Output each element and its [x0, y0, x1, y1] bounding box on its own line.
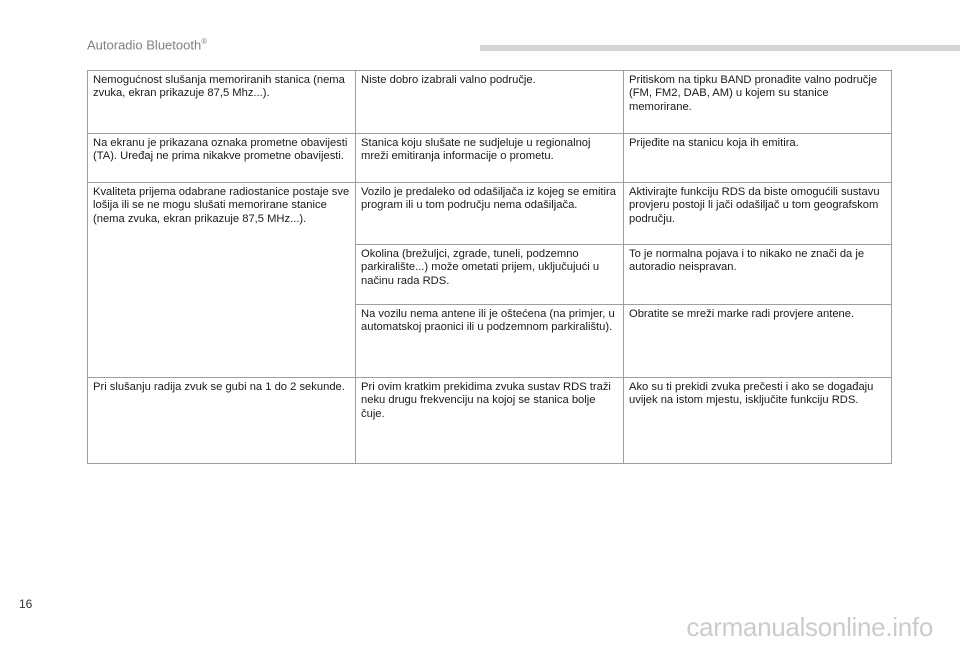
- cause-cell: Niste dobro izabrali valno područje.: [356, 71, 624, 134]
- cause-cell: Okolina (brežuljci, zgrade, tuneli, podzemno parkiralište...) može ometati prijem, uključujući u načinu rada RDS.: [356, 245, 624, 305]
- registered-mark: ®: [201, 37, 208, 46]
- header-divider-bar: [480, 45, 960, 51]
- page-number: 16: [19, 597, 33, 611]
- table-row: [88, 378, 892, 464]
- solution-cell: Aktivirajte funkciju RDS da biste omogućili sustavu provjeru postoji li jači odašiljač u tom geografskom području.: [624, 183, 892, 245]
- problem-cell: Pri slušanju radija zvuk se gubi na 1 do 2 sekunde.: [88, 378, 356, 464]
- solution-cell: Prijeđite na stanicu koja ih emitira.: [624, 134, 892, 183]
- table-row: [88, 71, 892, 134]
- cause-cell: Vozilo je predaleko od odašiljača iz kojeg se emitira program ili u tom području nema odašiljača.: [356, 183, 624, 245]
- problem-cell: Kvaliteta prijema odabrane radiostanice postaje sve lošija ili se ne mogu slušati memorirane stanice (nema zvuka, ekran prikazuje 87,5 MHz...).: [88, 183, 356, 378]
- cause-cell: Stanica koju slušate ne sudjeluje u regionalnoj mreži emitiranja informacije o prometu.: [356, 134, 624, 183]
- solution-cell: To je normalna pojava i to nikako ne znači da je autoradio neispravan.: [624, 245, 892, 305]
- troubleshooting-table: [87, 70, 892, 464]
- table-row: [88, 183, 892, 245]
- problem-cell: Nemogućnost slušanja memoriranih stanica (nema zvuka, ekran prikazuje 87,5 Mhz...).: [88, 71, 356, 134]
- watermark-text: carmanualsonline.info: [686, 612, 933, 642]
- cause-cell: Pri ovim kratkim prekidima zvuka sustav RDS traži neku drugu frekvenciju na kojoj se stanica bolje čuje.: [356, 378, 624, 464]
- problem-cell: Na ekranu je prikazana oznaka prometne obavijesti (TA). Uređaj ne prima nikakve prometne obavijesti.: [88, 134, 356, 183]
- solution-cell: Pritiskom na tipku BAND pronađite valno područje (FM, FM2, DAB, AM) u kojem su stanice memorirane.: [624, 71, 892, 134]
- section-title: Autoradio Bluetooth®: [87, 37, 208, 53]
- solution-cell: Ako su ti prekidi zvuka prečesti i ako se događaju uvijek na istom mjestu, isključite funkciju RDS.: [624, 378, 892, 464]
- table-row: [88, 134, 892, 183]
- solution-cell: Obratite se mreži marke radi provjere antene.: [624, 305, 892, 378]
- cause-cell: Na vozilu nema antene ili je oštećena (na primjer, u automatskoj praonici ili u podzemnom parkiralištu).: [356, 305, 624, 378]
